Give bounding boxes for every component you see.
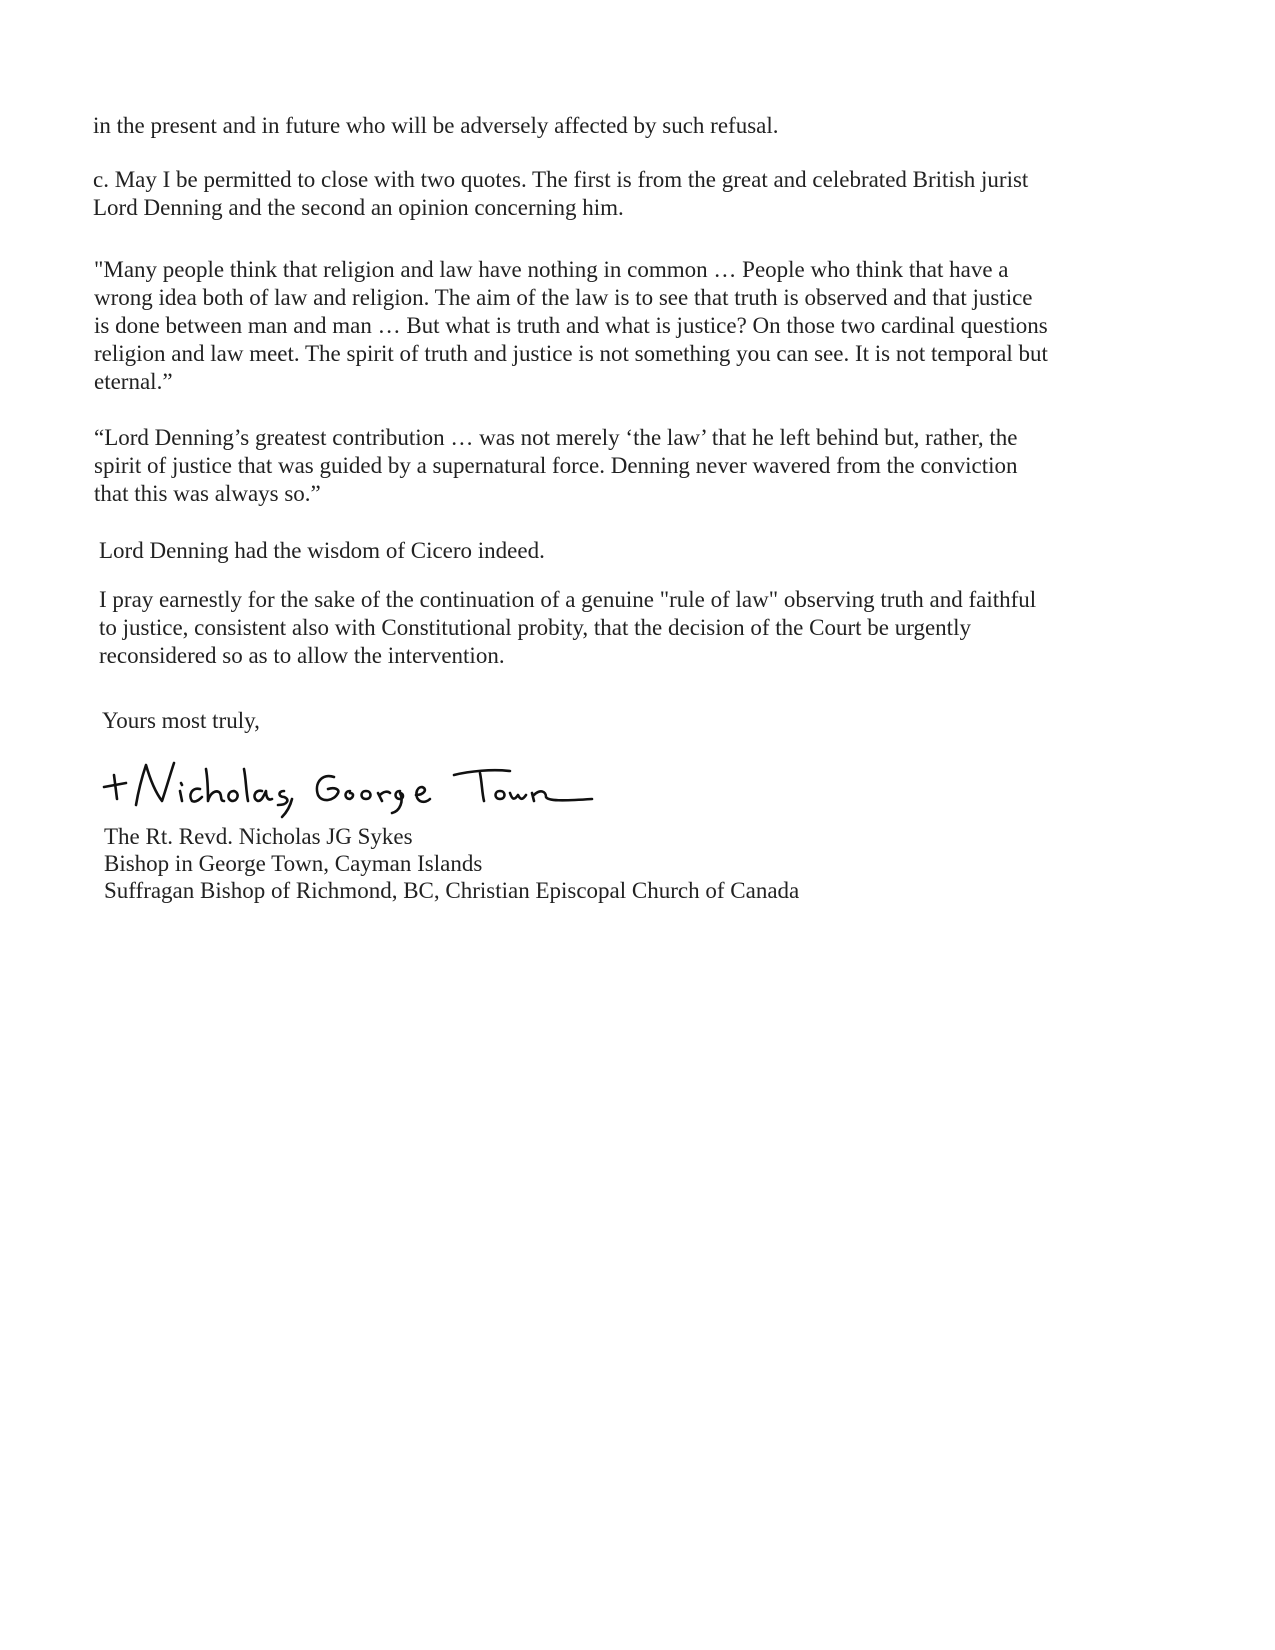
prayer-paragraph bbox=[99, 586, 1139, 670]
text-line: “Lord Denning’s greatest contribution … was not merely ‘the law’ that he left behind but, rather, the bbox=[94, 425, 1018, 450]
signatory-name: The Rt. Revd. Nicholas JG Sykes bbox=[104, 824, 413, 849]
text-line: Lord Denning and the second an opinion concerning him. bbox=[93, 195, 624, 220]
text-line: that this was always so.” bbox=[94, 481, 321, 506]
text-line: Lord Denning had the wisdom of Cicero indeed. bbox=[99, 538, 545, 563]
text-line: in the present and in future who will be adversely affected by such refusal. bbox=[93, 113, 779, 138]
text-line: reconsidered so as to allow the intervention. bbox=[99, 643, 505, 668]
closing-salutation bbox=[102, 707, 1142, 735]
text-line: is done between man and man … But what is truth and what is justice? On those two cardinal questions bbox=[94, 313, 1048, 338]
text-line: "Many people think that religion and law have nothing in common … People who think that have a bbox=[94, 257, 1009, 282]
quote-about-denning bbox=[94, 424, 1134, 508]
cicero-line bbox=[99, 537, 1139, 565]
continued-paragraph bbox=[93, 112, 1133, 140]
text-line: I pray earnestly for the sake of the continuation of a genuine "rule of law" observing truth and faithful bbox=[99, 587, 1037, 612]
paragraph-c bbox=[93, 166, 1133, 222]
signatory-title: Bishop in George Town, Cayman Islands bbox=[104, 851, 483, 876]
signatory-title-secondary: Suffragan Bishop of Richmond, BC, Christian Episcopal Church of Canada bbox=[104, 878, 800, 903]
signature-block bbox=[104, 823, 1004, 904]
text-line: to justice, consistent also with Constitutional probity, that the decision of the Court be urgently bbox=[99, 615, 971, 640]
text-line: wrong idea both of law and religion. The aim of the law is to see that truth is observed and that justice bbox=[94, 285, 1033, 310]
closing-text: Yours most truly, bbox=[102, 708, 260, 733]
quote-denning bbox=[94, 256, 1134, 396]
text-line: c. May I be permitted to close with two quotes. The first is from the great and celebrated British jurist bbox=[93, 167, 1029, 192]
handwritten-signature bbox=[102, 755, 602, 825]
text-line: eternal.” bbox=[94, 369, 173, 394]
text-line: spirit of justice that was guided by a supernatural force. Denning never wavered from the conviction bbox=[94, 453, 1018, 478]
text-line: religion and law meet. The spirit of truth and justice is not something you can see. It is not temporal but bbox=[94, 341, 1048, 366]
